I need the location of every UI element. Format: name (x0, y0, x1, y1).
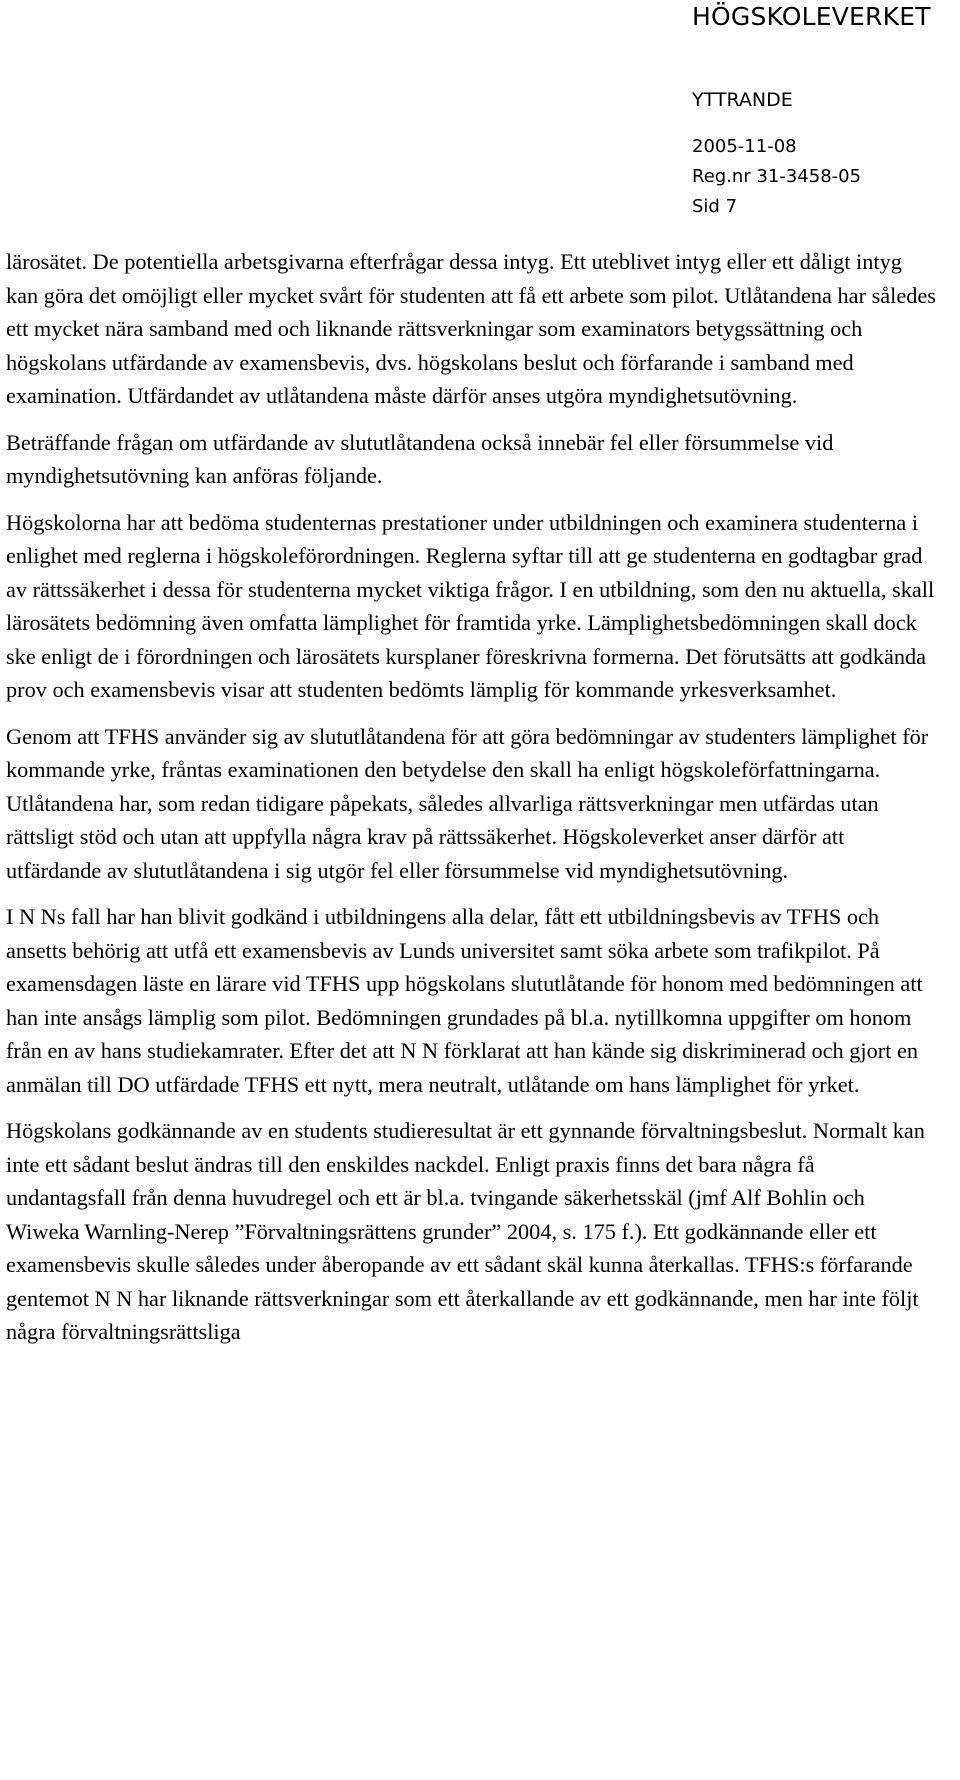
paragraph: Beträffande frågan om utfärdande av slututlåtandena också innebär fel eller försummelse vid myndighetsutövning kan anföras följande. (6, 429, 834, 488)
paragraph: lärosätet. De potentiella arbetsgivarna efterfrågar dessa intyg. Ett uteblivet intyg eller ett dåligt intyg kan göra det omöjligt eller mycket svårt för studenten att få ett arbete som pilot. Utlåtandena har således ett mycket nära samband med och liknande rättsverkningar som examinators betygssättning och högskolans utfärdande av examensbevis, dvs. högskolans beslut och förfarande i samband med examination. Utfärdandet av utlåtandena måste därför anses utgöra myndighetsutövning. (6, 249, 936, 408)
paragraph: Högskolorna har att bedöma studenternas prestationer under utbildningen och examinera studenterna i enlighet med reglerna i högskoleförordningen. Reglerna syftar till att ge studenterna en godtagbar grad av rättssäkerhet i dessa för studenterna mycket viktiga frågor. I en utbildning, som den nu aktuella, skall lärosätets bedömning även omfatta lämplighet för framtida yrke. Lämplighetsbedömningen skall dock ske enligt de i förordningen och lärosätets kursplaner föreskrivna formerna. Det förutsätts att godkända prov och examensbevis visar att studenten bedömts lämplig för kommande yrkesverksamhet. (6, 509, 935, 702)
paragraph: I N Ns fall har han blivit godkänd i utbildningens alla delar, fått ett utbildningsbevis av TFHS och ansetts behörig att utfå ett examensbevis av Lunds universitet samt söka arbete som trafikpilot. På examensdagen läste en lärare vid TFHS upp högskolans slututlåtande för honom med bedömningen att han inte ansågs lämplig som pilot. Bedömningen grundades på bl.a. nytillkomna uppgifter om honom från en av hans studiekamrater. Efter det att N N förklarat att han kände sig diskriminerad och gjort en anmälan till DO utfärdade TFHS ett nytt, mera neutralt, utlåtande om hans lämplighet för yrket. (6, 904, 923, 1097)
registration-number: Reg.nr 31-3458-05 (692, 166, 862, 187)
organization-name: HÖGSKOLEVERKET (692, 2, 931, 31)
paragraph: Högskolans godkännande av en students studieresultat är ett gynnande förvaltningsbeslut. Normalt kan inte ett sådant beslut ändras till den enskildes nackdel. Enligt praxis finns det bara några få undantagsfall från denna huvudregel och ett är bl.a. tvingande säkerhetsskäl (jmf Alf Bohlin och Wiweka Warnling-Nerep ”Förvaltningsrättens grunder” 2004, s. 175 f.). Ett godkännande eller ett examensbevis skulle således under åberopande av ett sådant skäl kunna återkallas. TFHS:s förfarande gentemot N N har liknande rättsverkningar som ett återkallande av ett godkännande, men har inte följt några förvaltningsrättsliga (6, 1118, 925, 1344)
page-number: Sid 7 (692, 196, 738, 217)
paragraph: Genom att TFHS använder sig av slututlåtandena för att göra bedömningar av studenters lämplighet för kommande yrke, fråntas examinationen den betydelse den skall ha enligt högskoleförfattningarna. Utlåtandena har, som redan tidigare påpekats, således allvarliga rättsverkningar men utfärdas utan rättsligt stöd och utan att uppfylla några krav på rättssäkerhet. Högskoleverket anser därför att utfärdande av slututlåtandena i sig utgör fel eller försummelse vid myndighetsutövning. (6, 723, 929, 883)
document-type: YTTRANDE (692, 89, 793, 111)
document-body (6, 245, 936, 1362)
document-date: 2005-11-08 (692, 136, 797, 157)
